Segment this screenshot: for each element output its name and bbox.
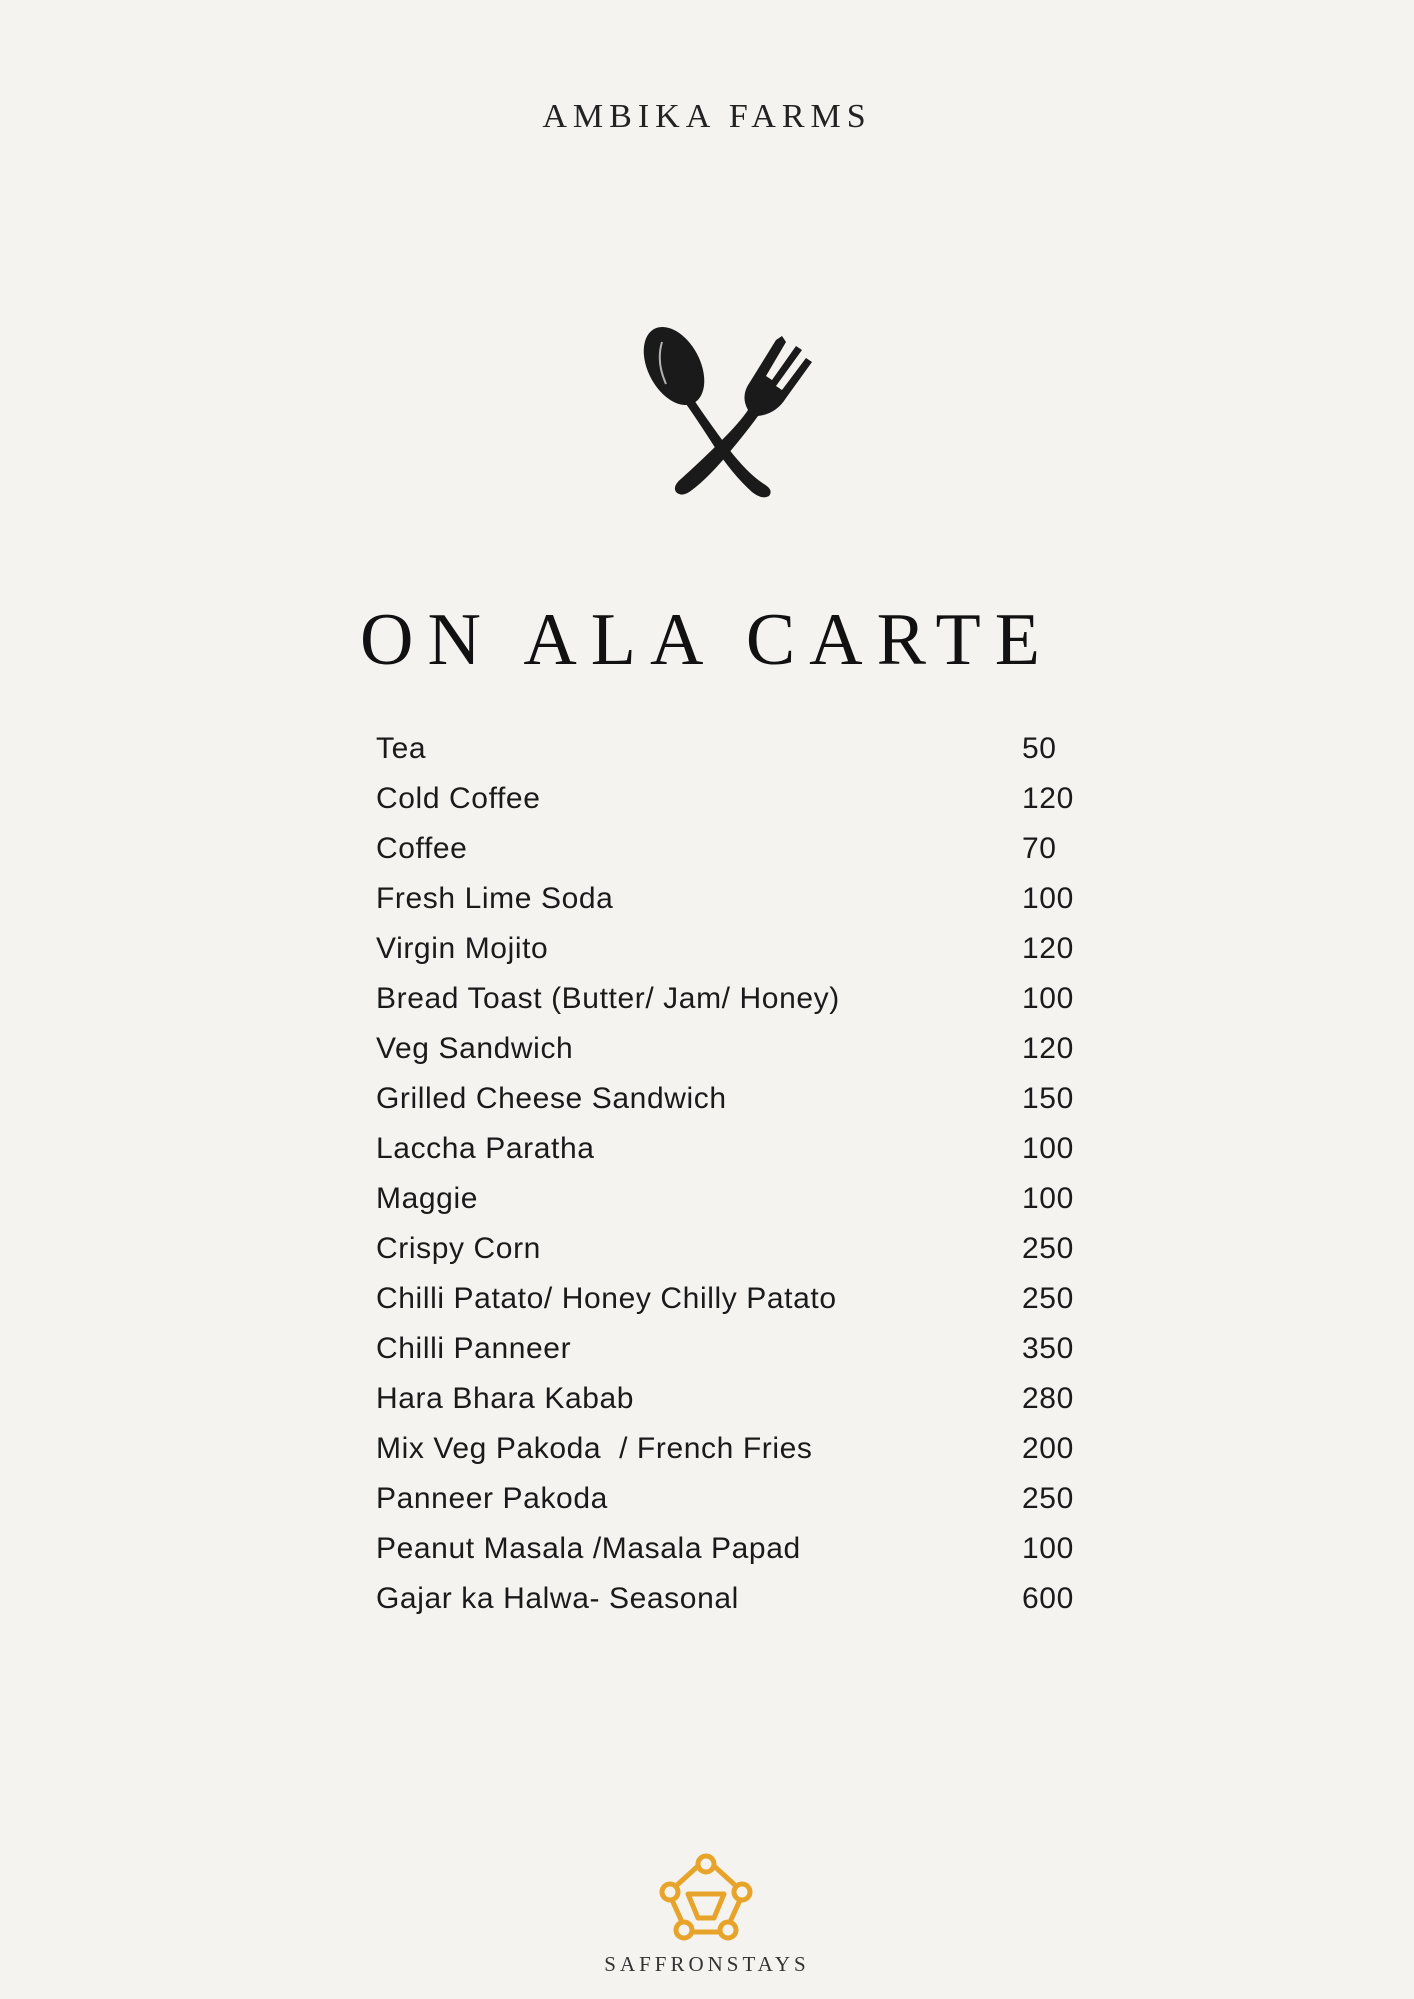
menu-item-name: Gajar ka Halwa- Seasonal xyxy=(376,1582,739,1615)
menu-item xyxy=(376,1324,1096,1374)
spoon-fork-icon xyxy=(636,318,826,498)
menu-item-price: 150 xyxy=(1022,1082,1074,1115)
menu-item-name: Hara Bhara Kabab xyxy=(376,1382,635,1415)
menu-item-name: Virgin Mojito xyxy=(376,932,549,965)
menu-item-name: Chilli Panneer xyxy=(376,1332,572,1365)
menu-item-name: Maggie xyxy=(376,1182,478,1215)
menu-item-price: 100 xyxy=(1022,1532,1074,1565)
menu-item-price: 100 xyxy=(1022,882,1074,915)
menu-item-name: Peanut Masala /Masala Papad xyxy=(376,1532,801,1565)
menu-item xyxy=(376,924,1096,974)
menu-item-price: 120 xyxy=(1022,932,1074,965)
menu-item-price: 100 xyxy=(1022,1182,1074,1215)
menu-item xyxy=(376,774,1096,824)
menu-item xyxy=(376,1274,1096,1324)
saffronstays-logo-icon xyxy=(658,1852,754,1942)
menu-item-name: Veg Sandwich xyxy=(376,1032,574,1065)
menu-item xyxy=(376,974,1096,1024)
menu-item-price: 250 xyxy=(1022,1282,1074,1315)
menu-item-name: Cold Coffee xyxy=(376,782,541,815)
menu-item xyxy=(376,1424,1096,1474)
menu-title: ON ALA CARTE xyxy=(360,599,1054,681)
menu-item-name: Coffee xyxy=(376,832,468,865)
menu-item xyxy=(376,1174,1096,1224)
restaurant-name: AMBIKA FARMS xyxy=(542,98,872,135)
menu-item xyxy=(376,1074,1096,1124)
menu-item xyxy=(376,1524,1096,1574)
menu-item-name: Fresh Lime Soda xyxy=(376,882,614,915)
menu-item-name: Chilli Patato/ Honey Chilly Patato xyxy=(376,1282,837,1315)
menu-item xyxy=(376,1124,1096,1174)
menu-item-price: 350 xyxy=(1022,1332,1074,1365)
menu-item-name: Panneer Pakoda xyxy=(376,1482,608,1515)
menu-item-price: 50 xyxy=(1022,732,1057,765)
menu-item xyxy=(376,824,1096,874)
menu-item-price: 200 xyxy=(1022,1432,1074,1465)
menu-item-price: 100 xyxy=(1022,1132,1074,1165)
menu-list xyxy=(376,724,1096,1624)
menu-item-name: Laccha Paratha xyxy=(376,1132,595,1165)
menu-item-name: Tea xyxy=(376,732,427,765)
menu-item-price: 250 xyxy=(1022,1482,1074,1515)
menu-item-price: 600 xyxy=(1022,1582,1074,1615)
menu-item-price: 120 xyxy=(1022,1032,1074,1065)
menu-item xyxy=(376,1024,1096,1074)
menu-item xyxy=(376,724,1096,774)
menu-item-name: Grilled Cheese Sandwich xyxy=(376,1082,727,1115)
footer-brand: SAFFRONSTAYS xyxy=(604,1952,810,1976)
menu-item xyxy=(376,1474,1096,1524)
menu-item xyxy=(376,1374,1096,1424)
menu-item-name: Bread Toast (Butter/ Jam/ Honey) xyxy=(376,982,840,1015)
menu-item-name: Mix Veg Pakoda / French Fries xyxy=(376,1432,813,1465)
menu-item-price: 100 xyxy=(1022,982,1074,1015)
menu-item-name: Crispy Corn xyxy=(376,1232,541,1265)
menu-item-price: 120 xyxy=(1022,782,1074,815)
menu-item-price: 280 xyxy=(1022,1382,1074,1415)
menu-item xyxy=(376,1574,1096,1624)
menu-item-price: 70 xyxy=(1022,832,1057,865)
menu-item xyxy=(376,874,1096,924)
menu-item xyxy=(376,1224,1096,1274)
menu-item-price: 250 xyxy=(1022,1232,1074,1265)
